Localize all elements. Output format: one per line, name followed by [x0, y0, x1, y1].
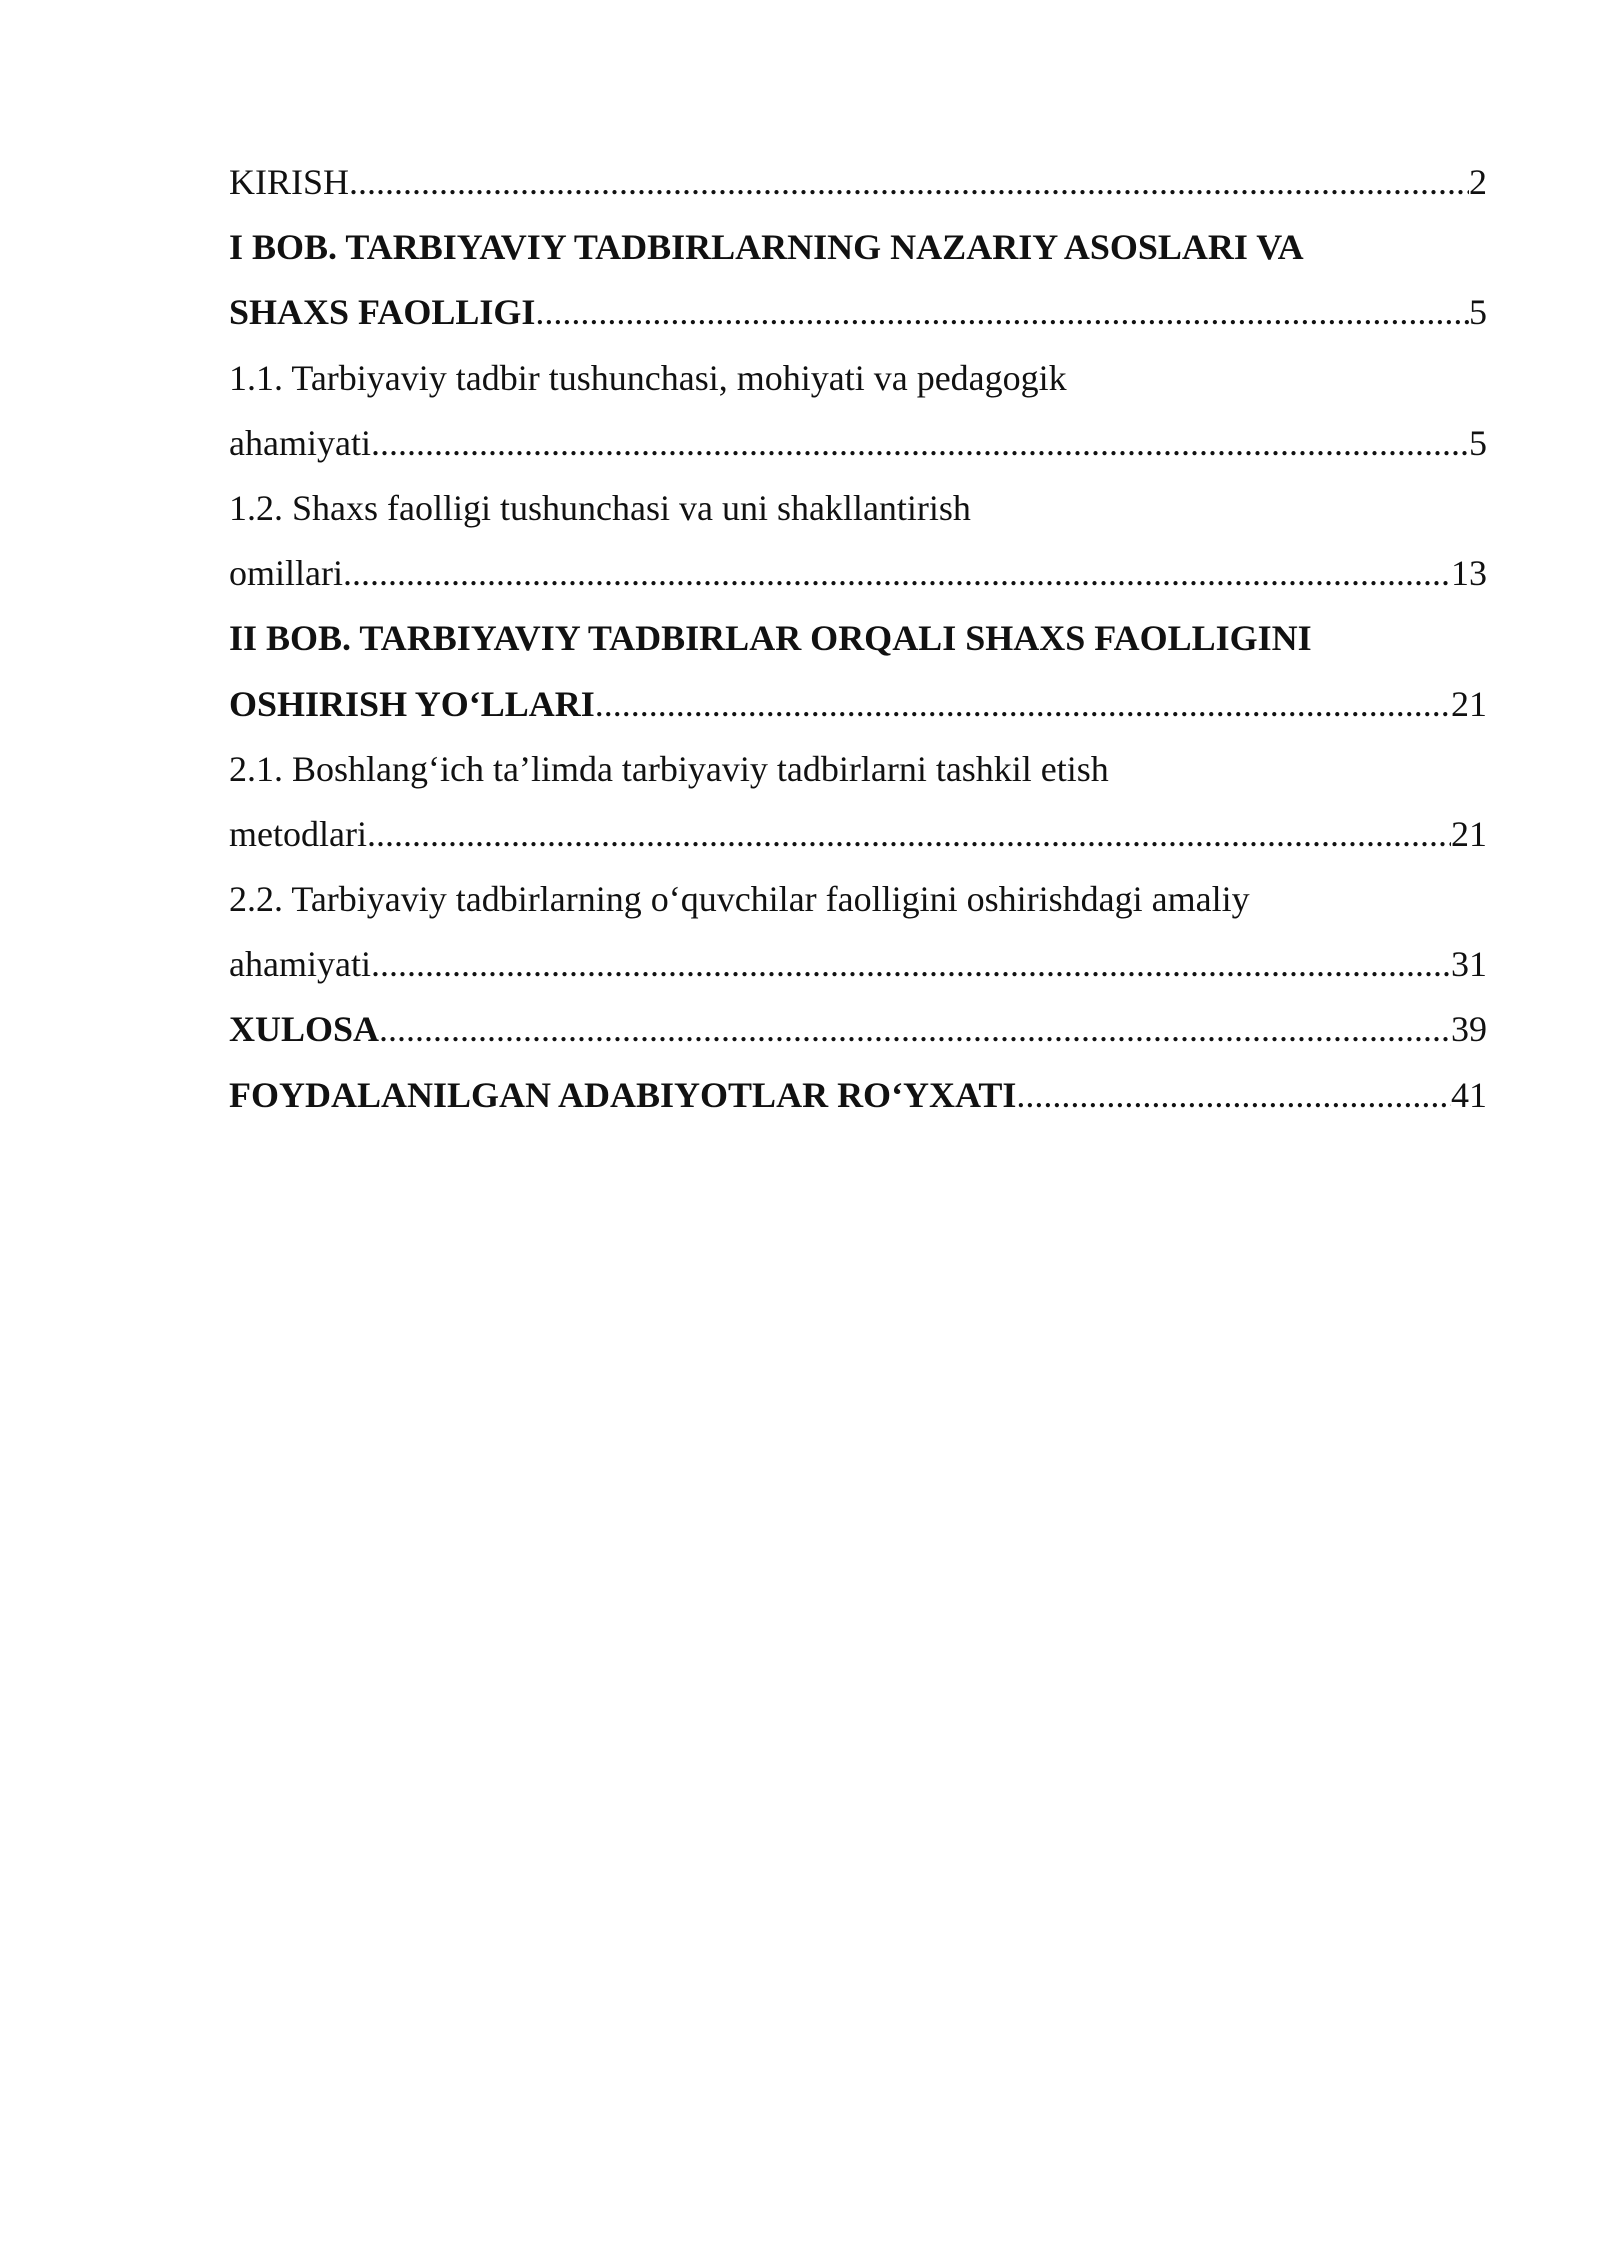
- toc-entry-title: 1.2. Shaxs faolligi tushunchasi va uni shakllantirish: [229, 487, 971, 528]
- toc-entry-chapter-2-line-2[interactable]: [229, 672, 1487, 737]
- toc-entry-title: omillari: [229, 553, 343, 594]
- toc-entry-chapter-2-line-1[interactable]: [229, 606, 1487, 671]
- toc-dot-leader: [371, 932, 1451, 997]
- toc-page-number: 21: [1451, 813, 1487, 854]
- toc-entry-section-2-2-line-1[interactable]: [229, 867, 1487, 932]
- toc-entry-section-2-1-line-1[interactable]: [229, 737, 1487, 802]
- toc-entry-section-2-2-line-2[interactable]: [229, 932, 1487, 997]
- toc-entry-section-2-1-line-2[interactable]: [229, 802, 1487, 867]
- toc-entry-title: 2.2. Tarbiyaviy tadbirlarning o‘quvchilar faolligini oshirishdagi amaliy: [229, 879, 1250, 920]
- toc-entry-title: I BOB. TARBIYAVIY TADBIRLARNING NAZARIY ASOSLARI VA: [229, 227, 1304, 268]
- toc-dot-leader: [1016, 1063, 1451, 1128]
- toc-entry-title: II BOB. TARBIYAVIY TADBIRLAR ORQALI SHAXS FAOLLIGINI: [229, 618, 1312, 659]
- toc-entry-section-1-2-line-1[interactable]: [229, 476, 1487, 541]
- toc-entry-title: OSHIRISH YO‘LLARI: [229, 683, 595, 724]
- toc-dot-leader: [371, 411, 1469, 476]
- toc-entry-chapter-1-line-2[interactable]: [229, 280, 1487, 345]
- toc-entry-title: 1.1. Tarbiyaviy tadbir tushunchasi, mohiyati va pedagogik: [229, 357, 1067, 398]
- toc-page-number: 5: [1469, 422, 1487, 463]
- toc-entry-title: metodlari: [229, 813, 367, 854]
- toc-page-number: 5: [1469, 292, 1487, 333]
- toc-entry-references[interactable]: [229, 1063, 1487, 1128]
- toc-dot-leader: [595, 672, 1451, 737]
- toc-page-number: 2: [1469, 162, 1487, 202]
- toc-dot-leader: [535, 280, 1469, 345]
- toc-page-number: 13: [1451, 553, 1487, 594]
- toc-entry-title: 2.1. Boshlang‘ich ta’limda tarbiyaviy tadbirlarni tashkil etish: [229, 748, 1109, 789]
- toc-entry-xulosa[interactable]: [229, 997, 1487, 1062]
- toc-entry-title: XULOSA: [229, 1009, 380, 1050]
- toc-entry-chapter-1-line-1[interactable]: [229, 215, 1487, 280]
- table-of-contents: [229, 150, 1487, 1128]
- toc-entry-section-1-2-line-2[interactable]: [229, 541, 1487, 606]
- toc-page-number: 41: [1451, 1074, 1487, 1115]
- toc-page-number: 39: [1451, 1009, 1487, 1050]
- toc-entry-section-1-1-line-2[interactable]: [229, 411, 1487, 476]
- toc-entry-title: FOYDALANILGAN ADABIYOTLAR RO‘YXATI: [229, 1074, 1017, 1115]
- toc-dot-leader: [367, 802, 1451, 867]
- toc-dot-leader: [349, 150, 1469, 215]
- toc-dot-leader: [379, 997, 1451, 1062]
- toc-entry-title: KIRISH: [229, 162, 350, 202]
- toc-entry-title: ahamiyati: [229, 422, 371, 463]
- toc-page-number: 21: [1451, 683, 1487, 724]
- toc-page-number: 31: [1451, 944, 1487, 985]
- toc-entry-title: ahamiyati: [229, 944, 371, 985]
- toc-entry-section-1-1-line-1[interactable]: [229, 346, 1487, 411]
- toc-entry-title: SHAXS FAOLLIGI: [229, 292, 536, 333]
- toc-entry-kirish[interactable]: [229, 150, 1487, 215]
- toc-dot-leader: [343, 541, 1451, 606]
